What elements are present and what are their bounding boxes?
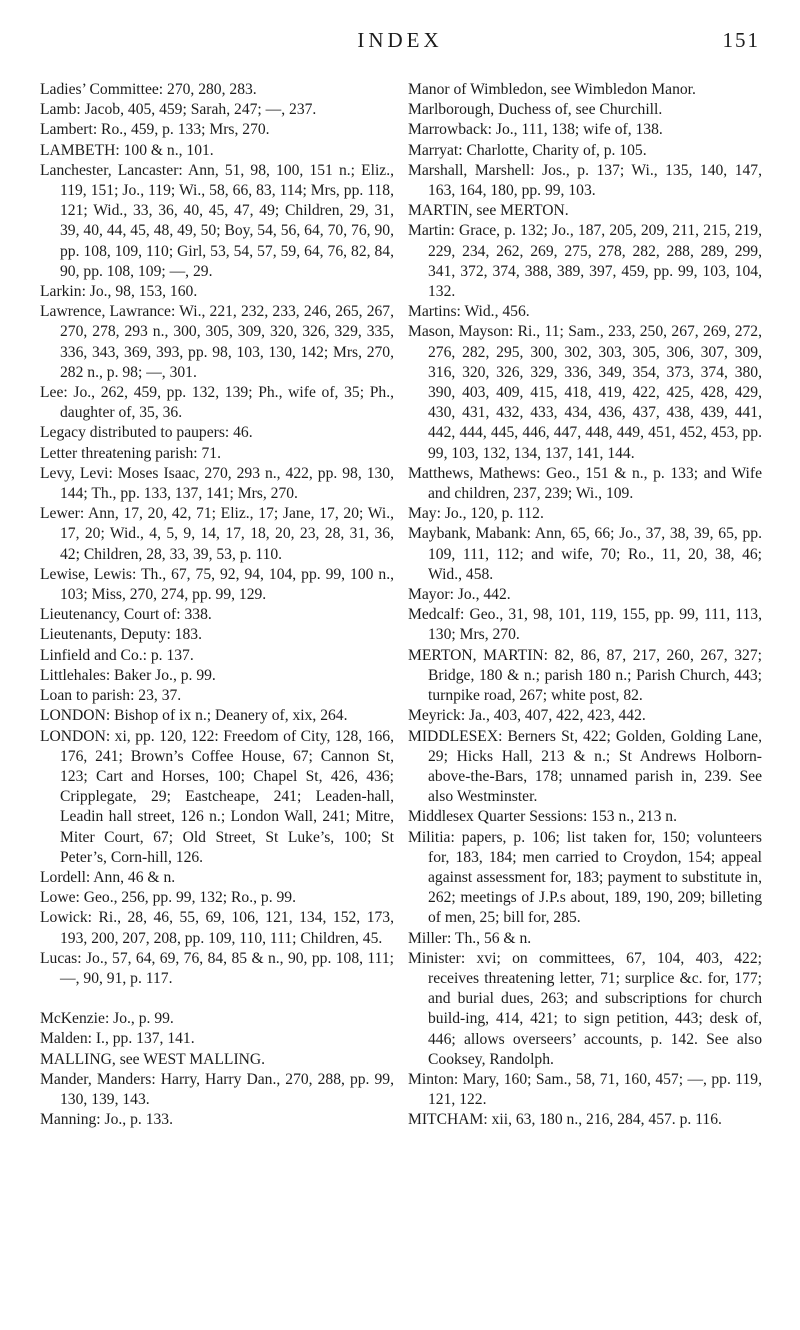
index-entry: Lee: Jo., 262, 459, pp. 132, 139; Ph., wife of, 35; Ph., daughter of, 35, 36. <box>40 384 394 422</box>
index-column-right <box>408 80 762 1131</box>
index-entry: Miller: Th., 56 & n. <box>408 929 532 947</box>
index-entry: Loan to parish: 23, 37. <box>40 687 182 705</box>
index-entry: Levy, Levi: Moses Isaac, 270, 293 n., 422, pp. 98, 130, 144; Th., pp. 133, 137, 141; Mrs, 270. <box>40 464 394 503</box>
index-entry: Lawrence, Lawrance: Wi., 221, 232, 233, 246, 265, 267, 270, 278, 293 n., 300, 305, 309, 320, 326, 329, 335, 336, 343, 369, 393, pp. 98, 103, 130, 142; Mrs, 270, 282 n., p. 98; —, 301. <box>40 303 394 381</box>
index-entry: Marshall, Marshell: Jos., p. 137; Wi., 135, 140, 147, 163, 164, 180, pp. 99, 103. <box>408 161 762 200</box>
page-header <box>40 20 760 60</box>
index-entry: McKenzie: Jo., p. 99. <box>40 1010 174 1028</box>
index-entry: MERTON, MARTIN: 82, 86, 87, 217, 260, 267, 327; Bridge, 180 & n.; parish 180 n.; Parish Church, 443; turnpike road, 267; white post, 82. <box>408 646 762 705</box>
index-entry: Manor of Wimbledon, see Wimbledon Manor. <box>408 81 696 98</box>
index-entry: Lieutenancy, Court of: 338. <box>40 606 212 624</box>
index-entry: MIDDLESEX: Berners St, 422; Golden, Golding Lane, 29; Hicks Hall, 213 & n.; St Andrews Holborn-above-the-Bars, 178; unnamed parish in, 239. See also Westminster. <box>408 727 762 806</box>
index-entry: Legacy distributed to paupers: 46. <box>40 424 253 442</box>
index-entry: May: Jo., 120, p. 112. <box>408 505 544 523</box>
index-entry: MARTIN, see MERTON. <box>408 202 569 220</box>
index-title: INDEX <box>357 28 443 52</box>
section-gap <box>40 989 394 1009</box>
index-entry: Lordell: Ann, 46 & n. <box>40 868 176 886</box>
index-entry: Minister: xvi; on committees, 67, 104, 403, 422; receives threatening letter, 71; surplice &c. for, 177; and burial dues, 263; and subscriptions for church build-ing, 414, 421; to sign petition, 443; desk of, 446; allows overseers’ accounts, p. 142. See also Cooksey, Randolph. <box>408 949 762 1068</box>
index-entry: Lieutenants, Deputy: 183. <box>40 626 202 644</box>
page-number: 151 <box>722 28 760 52</box>
index-entry: Linfield and Co.: p. 137. <box>40 646 194 664</box>
index-entry: Medcalf: Geo., 31, 98, 101, 119, 155, pp. 99, 111, 113, 130; Mrs, 270. <box>408 606 762 644</box>
index-entry: Martin: Grace, p. 132; Jo., 187, 205, 209, 211, 215, 219, 229, 234, 262, 269, 275, 278, 282, 288, 289, 299, 341, 372, 374, 388, 389, 397, 459, pp. 99, 103, 104, 132. <box>408 222 762 301</box>
index-entry: Lamb: Jacob, 405, 459; Sarah, 247; —, 237. <box>40 101 317 119</box>
index-entry: Maybank, Mabank: Ann, 65, 66; Jo., 37, 38, 39, 65, pp. 109, 111, 112; and wife, 70; Ro., 11, 20, 38, 46; Wid., 458. <box>408 525 762 583</box>
index-entry: Ladies’ Committee: 270, 280, 283. <box>40 81 257 98</box>
index-entry: Lewer: Ann, 17, 20, 42, 71; Eliz., 17; Jane, 17, 20; Wi., 17, 20; Wid., 4, 5, 9, 14, 17, 18, 20, 23, 28, 31, 36, 42; Children, 28, 33, 39, 53, p. 110. <box>40 505 394 563</box>
index-entry: Minton: Mary, 160; Sam., 58, 71, 160, 457; —, pp. 119, 121, 122. <box>408 1070 762 1109</box>
index-entry: Mason, Mayson: Ri., 11; Sam., 233, 250, 267, 269, 272, 276, 282, 295, 300, 302, 303, 305, 306, 307, 309, 316, 320, 326, 329, 336, 349, 354, 373, 374, 380, 390, 403, 409, 415, 418, 419, 422, 425, 428, 429, 430, 431, 432, 433, 434, 436, 437, 438, 439, 441, 442, 444, 445, 446, 447, 448, 449, 451, 452, 453, pp. 99, 103, 132, 134, 137, 141, 144. <box>408 323 762 462</box>
index-entry: Larkin: Jo., 98, 153, 160. <box>40 283 198 301</box>
index-entry: Marrowback: Jo., 111, 138; wife of, 138. <box>408 121 663 139</box>
index-entry: Meyrick: Ja., 403, 407, 422, 423, 442. <box>408 707 646 725</box>
index-entry: Mander, Manders: Harry, Harry Dan., 270, 288, pp. 99, 130, 139, 143. <box>40 1070 394 1108</box>
index-entry: MALLING, see WEST MALLING. <box>40 1050 266 1068</box>
index-entry: Lanchester, Lancaster: Ann, 51, 98, 100, 151 n.; Eliz., 119, 151; Jo., 119; Wi., 58, 66, 83, 114; Mrs, pp. 118, 121; Wid., 33, 36, 40, 45, 47, 49; Children, 29, 31, 39, 40, 44, 45, 48, 49, 50; Boy, 54, 56, 64, 70, 76, 90, pp. 108, 109, 110; Girl, 53, 54, 57, 59, 64, 76, 82, 84, 90, pp. 108, 109; —, 29. <box>40 161 394 280</box>
index-entry: Lucas: Jo., 57, 64, 69, 76, 84, 85 & n., 90, pp. 108, 111; —, 90, 91, p. 117. <box>40 949 394 987</box>
index-entry: Lewise, Lewis: Th., 67, 75, 92, 94, 104, pp. 99, 100 n., 103; Miss, 270, 274, pp. 99, 129. <box>40 565 394 604</box>
index-entry: Middlesex Quarter Sessions: 153 n., 213 n. <box>408 808 677 826</box>
index-entry: Marlborough, Duchess of, see Churchill. <box>408 101 663 119</box>
index-column-left <box>40 80 394 1130</box>
index-entry: MITCHAM: xii, 63, 180 n., 216, 284, 457. p. 116. <box>408 1111 722 1129</box>
index-entry: Letter threatening parish: 71. <box>40 444 221 462</box>
index-entry: Matthews, Mathews: Geo., 151 & n., p. 133; and Wife and children, 237, 239; Wi., 109. <box>408 464 762 503</box>
index-entry: Manning: Jo., p. 133. <box>40 1111 173 1129</box>
index-entry: Marryat: Charlotte, Charity of, p. 105. <box>408 141 647 159</box>
index-entry: LONDON: xi, pp. 120, 122: Freedom of City, 128, 166, 176, 241; Brown’s Coffee House, 67; Cannon St, 123; Cart and Horses, 100; Chapel St, 426, 436; Cripplegate, 29; Eastcheape, 241; Leaden-hall, Leadin hall street, 126 n.; London Wall, 241; Mitre, Miter Court, 67; Old Street, St Luke’s, 100; St Peter’s, Corn-hill, 126. <box>40 727 394 866</box>
index-entry: Martins: Wid., 456. <box>408 303 530 321</box>
index-entry: LONDON: Bishop of ix n.; Deanery of, xix, 264. <box>40 707 348 725</box>
index-entry: Militia: papers, p. 106; list taken for, 150; volunteers for, 183, 184; men carried to Croydon, 154; appeal against assessment for, 183; payment to substitute in, 262; meetings of J.P.s about, 189, 190, 209; billeting of men, 25; bill for, 285. <box>408 828 762 927</box>
index-entry: Malden: I., pp. 137, 141. <box>40 1030 195 1048</box>
index-entry: LAMBETH: 100 & n., 101. <box>40 141 214 159</box>
index-entry: Mayor: Jo., 442. <box>408 586 511 604</box>
index-entry: Lowe: Geo., 256, pp. 99, 132; Ro., p. 99. <box>40 889 296 907</box>
index-entry: Lowick: Ri., 28, 46, 55, 69, 106, 121, 134, 152, 173, 193, 200, 207, 208, pp. 109, 110, 111; Children, 45. <box>40 909 394 947</box>
index-entry: Lambert: Ro., 459, p. 133; Mrs, 270. <box>40 121 270 139</box>
index-entry: Littlehales: Baker Jo., p. 99. <box>40 666 216 684</box>
